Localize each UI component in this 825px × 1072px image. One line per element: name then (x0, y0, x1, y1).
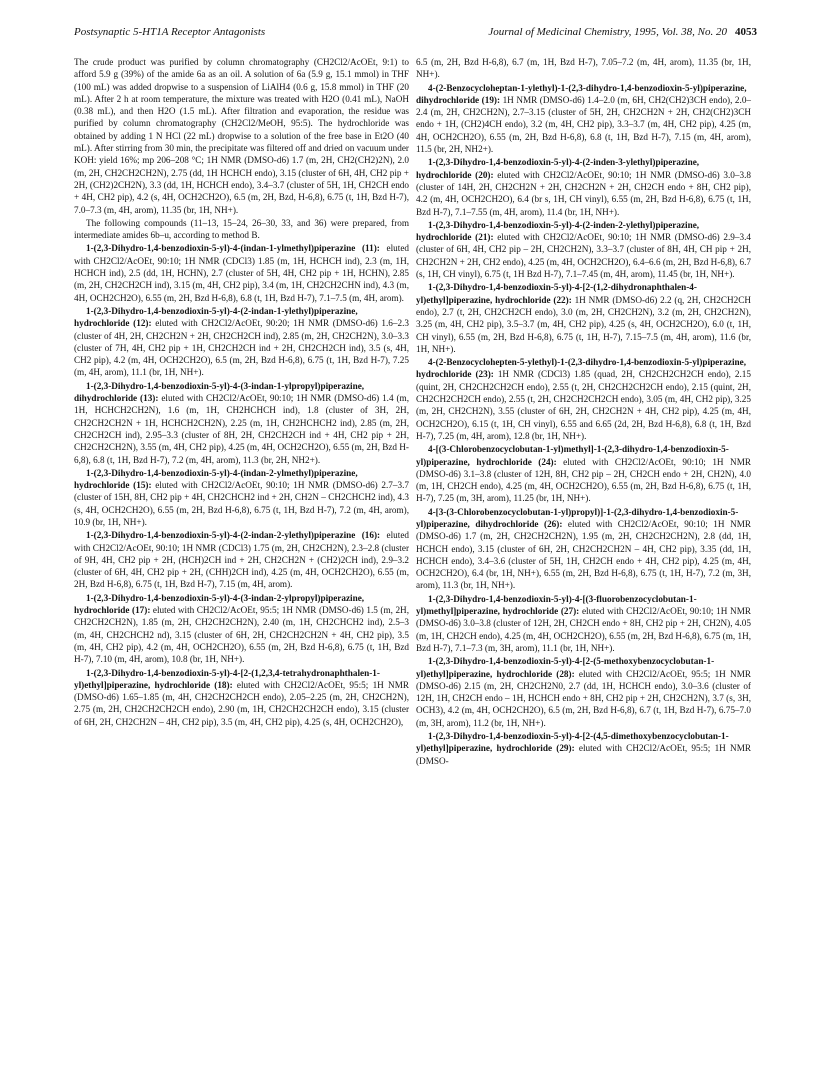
header-title: Postsynaptic 5-HT1A Receptor Antagonists (74, 26, 266, 38)
compound-name: 1-(2,3-Dihydro-1,4-benzodioxin-5-yl)-4-(2-inden-2-ylethyl)piperazine, hydrochloride (21): (416, 219, 700, 243)
compound-name: 1-(2,3-Dihydro-1,4-benzodioxin-5-yl)-4-(indan-2-ylmethyl)piperazine, hydrochloride (15): (74, 467, 358, 491)
compound-entry (416, 156, 751, 217)
compound-name: 1-(2,3-Dihydro-1,4-benzodioxin-5-yl)-4-(3-indan-1-ylpropyl)piperazine, dihydrochloride (13): (74, 380, 365, 404)
compound-entry (416, 655, 751, 729)
compound-name: 1-(2,3-Dihydro-1,4-benzodioxin-5-yl)-4-[2-(4,5-dimethoxybenzocyclobutan-1-yl)ethyl]piperazine, hydrochloride (29): (416, 731, 729, 754)
compound-name: 1-(2,3-Dihydro-1,4-benzodioxin-5-yl)-4-[2-(1,2,3,4-tetrahydronaphthalen-1-yl)ethyl]piperazine, hydrochloride (18): (74, 667, 380, 690)
compound-data: eluted with CH2Cl2/AcOEt, 90:10; 1H NMR (CDCl3) 1.75 (m, 2H, CH2CH2N), 2.3–2.8 (cluster of 9H, 4H, CH2 pip + 2H, (HCH)2CH ind + 2H, CH2CH2N + (CH2)2CH ind), 2.9–3.2 (cluster of 6H, 4H, CH2 pip + 2H, (CHH)2CH ind), 4.25 (m, 4H, OCH2CH2O), 6.55 (m, 2H, Bzd H-6,8), 6.75 (t, 1H, Bzd H-7), 7.15 (m, 4H, arom). (74, 530, 410, 590)
header-journal-citation: Journal of Medicinal Chemistry, 1995, Vol. 38, No. 20 (488, 26, 727, 38)
compound-data: eluted with CH2Cl2/AcOEt, 95:5; 1H NMR (DMSO-d6) 1.5 (m, 2H, CH2CH2CH2N), 1.85 (m, 2H, CH2CH2CH2N), 2.40 (m, 1H, CH2CHCH2 ind), 2.5–3 (m, 4H, CH2CHCH2 nd), 3.15 (cluster of 6H, 2H, CH2CH2CH2N + 4H, CH2 pip), 3.5 (m, 4H, CH2 pip), 4.2 (m, 4H, OCH2CH2O), 6.55 (m, 2H, Bzd H-6,8), 6.75 (t, 1H, Bzd H-7), 7.10 (m, 4H, arom), 10.8 (br, 1H, NH+). (74, 605, 409, 665)
compound-name: 4-[(3-Chlorobenzocyclobutan-1-yl)methyl]-1-(2,3-dihydro-1,4-benzodioxin-5-yl)piperazine, hydrochloride (24): (416, 444, 729, 467)
compound-data: 1H NMR (CDCl3) 1.85 (quad, 2H, CH2CH2CH2CH endo), 2.15 (quint, 2H, CH2CH2CH2CH endo), 2.55 (t, 2H, CH2CH2CH2CH endo), 2.15 (quint, 2H, CH2CH2CH2CH endo), 2.55 (t, 2H, CH2CH2CH2CH endo), 3.05 (m, 4H, CH2 pip), 3.25 (m, 2H, CH2CH2N), 3.55 (cluster of 6H, 2H, CH2CH2N + 4H, CH2 pip), 4.25 (m, 4H, OCH2CH2O), 6.15 (t, 1H, CH vinyl), 6.55 and 6.65 (2d, 2H, Bzd H-6,8), 6.8 (t, 1H, Bzd H-7), 7.25 (m, 4H, arom), 12.8 (br, 1H, NH+). (416, 369, 751, 441)
paragraph: 6.5 (m, 2H, Bzd H-6,8), 6.7 (m, 1H, Bzd H-7), 7.05–7.2 (m, 4H, arom), 11.35 (br, 1H, NH+). (416, 57, 751, 80)
compound-entry (416, 219, 751, 280)
compound-entry (416, 281, 751, 355)
compound-entry (74, 380, 409, 466)
compound-entry (74, 467, 409, 528)
compound-data: eluted with CH2Cl2/AcOEt, 90:10; 1H NMR (DMSO-d6) 2.9–3.4 (cluster of 6H, 4H, CH2 pip – 2H, CH2CH2N), 3.3–3.7 (cluster of 8H, 4H, CH pip + 2H, CH2CH2N + 2H, CH2 endo), 4.25 (m, 4H, OCH2CH2O), 6.4–6.6 (m, 2H, Bzd H-6,8), 6.7 (s, 1H, CH vinyl), 6.75 (t, 1H Bzd H-7), 7.1–7.45 (m, 4H, arom), 11.45 (br, 1H, NH+). (416, 232, 751, 280)
compound-entry (74, 242, 409, 303)
compound-data: eluted with CH2Cl2/AcOEt, 90:10; 1H NMR (DMSO-d6) 3.0–3.8 (cluster of 12H, 2H, CH2CH endo + 8H, CH2 pip + 2H, CH2N), 4.05 (m, 1H, CH2CH endo), 4.25 (m, 4H, OCH2CH2O), 6.55 (m, 2H, Bzd H-6,8), 6.75 (m, 1H, Bzd H-7), 7.1–7.3 (m, 3H, arom), 11.1 (br, 1H, NH+). (416, 606, 751, 653)
compound-data: eluted with CH2Cl2/AcOEt, 90:10; 1H NMR (DMSO-d6) 3.1–3.8 (cluster of 12H, 8H, CH2 pip – 2H, CH2CH endo + 2H, CH2N), 4.0 (m, 1H, CH2CH endo), 4.25 (m, 4H, OCH2CH2O), 6.55 (m, 2H, Bzd H-6,8), 6.75 (t, 1H, H-7), 7.25 (m, 3H, arom), 11.25 (br, 1H, NH+). (416, 456, 751, 504)
compound-entry (416, 730, 751, 767)
compound-data: eluted with CH2Cl2/AcOEt, 90:10; 1H NMR (DMSO-d6) 1.7 (m, 2H, CH2CH2CH2N), 1.95 (m, 2H, CH2CH2CH2N), 2.8 (dd, 1H, HCHCH endo), 3.15 (cluster of 6H, 2H, CH2CH2CH2N – 4H, CH2 pip), 3.35 (dd, 1H, HCHCH endo), 3.4–3.6 (cluster of 5H, 1H, CH2CH endo + 4H, CH2 pip), 4.25 (m, 4H, OCH2CH2O), 6.4 (br, 1H, NH+), 6.55 (m, 2H, Bzd H-6,8), 6.75 (t, 1H, H-7), 7.2 (m, 3H, arom), 11.3 (br, 1H, NH+). (416, 518, 751, 591)
compound-name: 1-(2,3-Dihydro-1,4-benzodioxin-5-yl)-4-(2-inden-3-ylethyl)piperazine, hydrochloride (20): (416, 157, 700, 180)
compound-entry (416, 356, 751, 442)
compound-name: 1-(2,3-Dihydro-1,4-benzodioxin-5-yl)-4-[2-(5-methoxybenzocyclobutan-1-yl)ethyl]piperazine, hydrochloride (28): (416, 656, 715, 679)
page-number: 4053 (735, 26, 757, 38)
compound-entry (74, 529, 409, 590)
compound-name: 4-(2-Benzocyclohepten-5-ylethyl)-1-(2,3-dihydro-1,4-benzodioxin-5-yl)piperazine, hydrochloride (23): (416, 357, 747, 380)
compound-data: eluted with CH2Cl2/AcOEt, 95:5; 1H NMR (DMSO- (416, 743, 751, 766)
compound-data: eluted with CH2Cl2/AcOEt, 90:20; 1H NMR (DMSO-d6) 1.6–2.3 (cluster of 4H, 2H, CH2CH2N + 2H, CH2CH2CH ind), 2.85 (m, 2H, CH2CH2N), 3.0–3.3 (cluster of 7H, 4H, CH2 pip + 1H, CH2CH2CH ind + 2H, CH2CH2CH ind), 3.5 (s, 4H, CH2 pip), 4.2 (m, 4H, OCH2CH2O), 6.5 (m, 2H, Bzd H-6,8), 6.75 (t, 1H, Bzd H-7), 7.25 (m, 4H, arom), 11.1 (br, 1H, NH+). (74, 318, 409, 378)
compound-data: eluted with CH2Cl2/AcOEt, 90:10; 1H NMR (DMSO-d6) 2.7–3.7 (cluster of 15H, 8H, CH2 pip + 4H, CH2CHCH2 ind + 2H, CH2N – CH2CHCH2 ind), 4.3 (s, 4H, OCH2CH2O), 6.55 (m, 2H, Bzd H-6,8), 6.75 (t, 1H, Bzd H-7), 7.2 (m, 4H, arom), 10.9 (br, 1H, NH+). (74, 480, 409, 527)
paragraph: The following compounds (11–13, 15–24, 26–30, 33, and 36) were prepared, from intermediate amides 6b–u, according to method B. (74, 217, 409, 241)
compound-entry (74, 592, 409, 666)
compound-data: 1H NMR (DMSO-d6) 2.2 (q, 2H, CH2CH2CH endo), 2.7 (t, 2H, CH2CH2CH endo), 3.0 (m, 2H, CH2CH2N), 3.2 (m, 2H, CH2CH2N), 3.25 (m, 4H, CH2 pip), 3.5–3.7 (m, 4H, CH2 pip), 4.25 (s, 4H, OCH2CH2O), 6.0 (t, 1H, CH vinyl), 6.55 (m, 2H, Bzd H-6,8), 6.75 (t, 1H, H-7), 7.15–7.5 (m, 4H, arom), 11.6 (br, 1H, NH+). (416, 294, 751, 354)
compound-name: 4-(2-Benzocycloheptan-1-ylethyl)-1-(2,3-dihydro-1,4-benzodioxin-5-yl)piperazine, dihydrochloride (19): (416, 82, 747, 105)
compound-data: eluted with CH2Cl2/AcOEt, 95:5; 1H NMR (DMSO-d6) 2.15 (m, 2H, CH2CH2N0, 2.7 (dd, 1H, HCHCH endo), 3.0–3.6 (cluster of 12H, 1H, CH2CH endo – 1H, HCHCH endo + 8H, CH2 pip + 2H, CH2CH2N), 3.7 (s, 3H, OCH3), 4.2 (m, 4H, OCH2CH2O), 6.5 (m, 2H, Bzd H-6,8), 6.7 (t, 1H, Bzd H-7), 6.75–7.0 (m, 3H, arom), 11.2 (br, 1H, NH+). (416, 668, 751, 728)
compound-entry (416, 443, 751, 504)
right-column (416, 56, 751, 768)
compound-name: 1-(2,3-Dihydro-1,4-benzodioxin-5-yl)-4-(indan-1-ylmethyl)piperazine (11): (86, 243, 380, 254)
compound-entry (74, 305, 409, 379)
compound-name: 1-(2,3-Dihydro-1,4-benzodioxin-5-yl)-4-[2-(1,2-dihydronaphthalen-4-yl)ethyl]piperazine, hydrochloride (22): (416, 282, 697, 305)
compound-name: 1-(2,3-Dihydro-1,4-benzodioxin-5-yl)-4-[(3-fluorobenzocyclobutan-1-yl)methyl]piperazine, hydrochloride (27): (416, 593, 697, 617)
compound-data: eluted with CH2Cl2/AcOEt, 90:10; 1H NMR (DMSO-d6) 1.4 (m, 1H, HCHCH2CH2N), 1.6 (m, 1H, CH2HCHCH ind), 1.8 (cluster of 3H, 2H, CH2CH2CH2N + 1H, HCHCH2CH2N), 2.25 (m, 1H, CH2HCHCH2 ind), 2.85 (m, 2H, CH2CH2CH ind), 2.95–3.3 (cluster of 8H, 2H, CH2CH2CH ind + 4H, CH2 pip + 2H, CH2CH2CH2N), 3.55 (m, 4H, CH2 pip), 4.25 (m, 4H, OCH2CH2O), 6.55 (m, 2H, Bzd H-6,8), 6.8 (t, 1H, Bzd H-7), 7.2 (m, 4H, arom), 11.3 (br, 2H, NH2+). (74, 393, 409, 465)
paragraph: The crude product was purified by column chromatography (CH2Cl2/AcOEt, 9:1) to afford 5.9 g (39%) of the amide 6a as an oil. A solution of 6a (5.9 g, 15.1 mmol) in THF (100 mL) was added dropwise to a suspension of LiAlH4 (0.6 g, 15.8 mmol) in THF (20 mL). After 2 h at room temperature, the mixture was treated with H2O (0.41 mL), NaOH (0.38 mL), and then H2O (1.5 mL). After filtration and evaporation, the residue was purified by column chromatography (CH2Cl2/MeOH, 95:5). The hydrochloride was obtained by adding 1 N HCl (22 mL) dropwise to a solution of the free base in Et2O (40 mL). After stirring from 30 min, the precipitate was filtered off and dried on vacuum under KOH: yield 16%; mp 206–208 °C; 1H NMR (DMSO-d6) 1.7 (m, 2H, CH2(CH2)2N), 2.0 (m, 2H, CH2CH2CH2N), 2.75 (dd, 1H HCHCH endo), 3.15 (cluster of 6H, 4H, CH2 pip + 2H, (CH2)2CH2N), 3.3 (dd, 1H, HCHCH endo), 3.4–3.7 (cluster of 5H, 1H, CH2CH endo + 4H, CH2 pip), 4.2 (s, 4H, OCH2CH2O), 6.5 (m, 2H, Bzd, H-6,8), 6.75 (t, 1H, Bzd H-7), 7.0–7.3 (m, 4H, arom), 11.35 (br, 1H, NH+). (74, 57, 409, 215)
running-header (74, 26, 757, 42)
compound-name: 1-(2,3-Dihydro-1,4-benzodioxin-5-yl)-4-(3-indan-2-ylpropyl)piperazine, hydrochloride (17): (74, 592, 365, 616)
compound-entry (416, 506, 751, 592)
compound-name: 4-[3-(3-Chlorobenzocyclobutan-1-yl)propyl)]-1-(2,3-dihydro-1,4-benzodioxin-5-yl)piperazine, dihydrochloride (26): (416, 506, 739, 529)
header-journal (488, 26, 757, 38)
compound-name: 1-(2,3-Dihydro-1,4-benzodioxin-5-yl)-4-(2-indan-1-ylethyl)piperazine, hydrochloride (12): (74, 305, 358, 329)
compound-entry (416, 593, 751, 654)
compound-data: 1H NMR (DMSO-d6) 1.4–2.0 (m, 6H, CH2(CH2)3CH endo), 2.0–2.4 (m, 2H, CH2CH2N), 2.7–3.15 (cluster of 5H, 2H, CH2CH2N + 2H, CH2(CH2)3CH endo + 1H, (CH2)4CH endo), 3.2 (m, 4H, CH2 pip), 3.3–3.7 (m, 4H, CH2 pip), 4.25 (m, 4H, OCH2CH2O), 6.55 (m, 2H, Bzd H-6,8), 6.8 (t, 1H, Bzd H-7), 7.15 (m, 4H, arom), 11.5 (br, 2H, NH2+). (416, 94, 752, 155)
compound-entry (416, 82, 751, 156)
compound-data: eluted with CH2Cl2/AcOEt, 90:10; 1H NMR (DMSO-d6) 3.0–3.8 (cluster of 14H, 2H, CH2CH2N + 2H, CH2CH2N + 2H, CH2CH endo + 8H, CH2 pip), 4.2 (m, 4H, OCH2CH2O), 6.4 (br s, 1H, CH vinyl), 6.55 (m, 2H, Bzd H-6,8), 6.75 (t, 1H, Bzd H-7), 7.1–7.55 (m, 4H, arom), 11.4 (br, 1H, NH+). (416, 169, 751, 217)
compound-data: eluted with CH2Cl2/AcOEt, 95:5; 1H NMR (DMSO-d6) 1.65–1.85 (m, 4H, CH2CH2CH2CH endo), 2.05–2.25 (m, 2H, CH2CH2N), 2.75 (m, 2H, CH2CH2CH2CH endo), 2.90 (m, 1H, CH2CH2CH2CH endo), 3.15 (cluster of 6H, 2H, CH2CH2N – 4H, CH2 pip), 3.5 (m, 4H, CH2 pip), 4.25 (s, 4H, OCH2CH2O), (74, 679, 409, 727)
compound-entry (74, 667, 409, 728)
left-column (74, 56, 409, 729)
compound-name: 1-(2,3-Dihydro-1,4-benzodioxin-5-yl)-4-(2-indan-2-ylethyl)piperazine (16): (86, 530, 381, 541)
compound-data: eluted with CH2Cl2/AcOEt, 90:10; 1H NMR (CDCl3) 1.85 (m, 1H, HCHCH ind), 2.3 (m, 1H, HCHCH ind), 2.5 (dd, 1H, HCHN), 2.7 (cluster of 5H, 4H, CH2 pip + 1H, HCHN), 2.85 (m, 2H, CH2CH2CH ind), 3.15 (m, 4H, CH2 pip), 3.4 (m, 1H, CH2CH2CHN ind), 4.3 (m, 4H, OCH2CH2O), 6.55 (m, 2H, Bzd H-6,8), 6.8 (t, 1H, Bzd H-7), 7.1–7.5 (m, 4H, arom). (74, 243, 409, 303)
